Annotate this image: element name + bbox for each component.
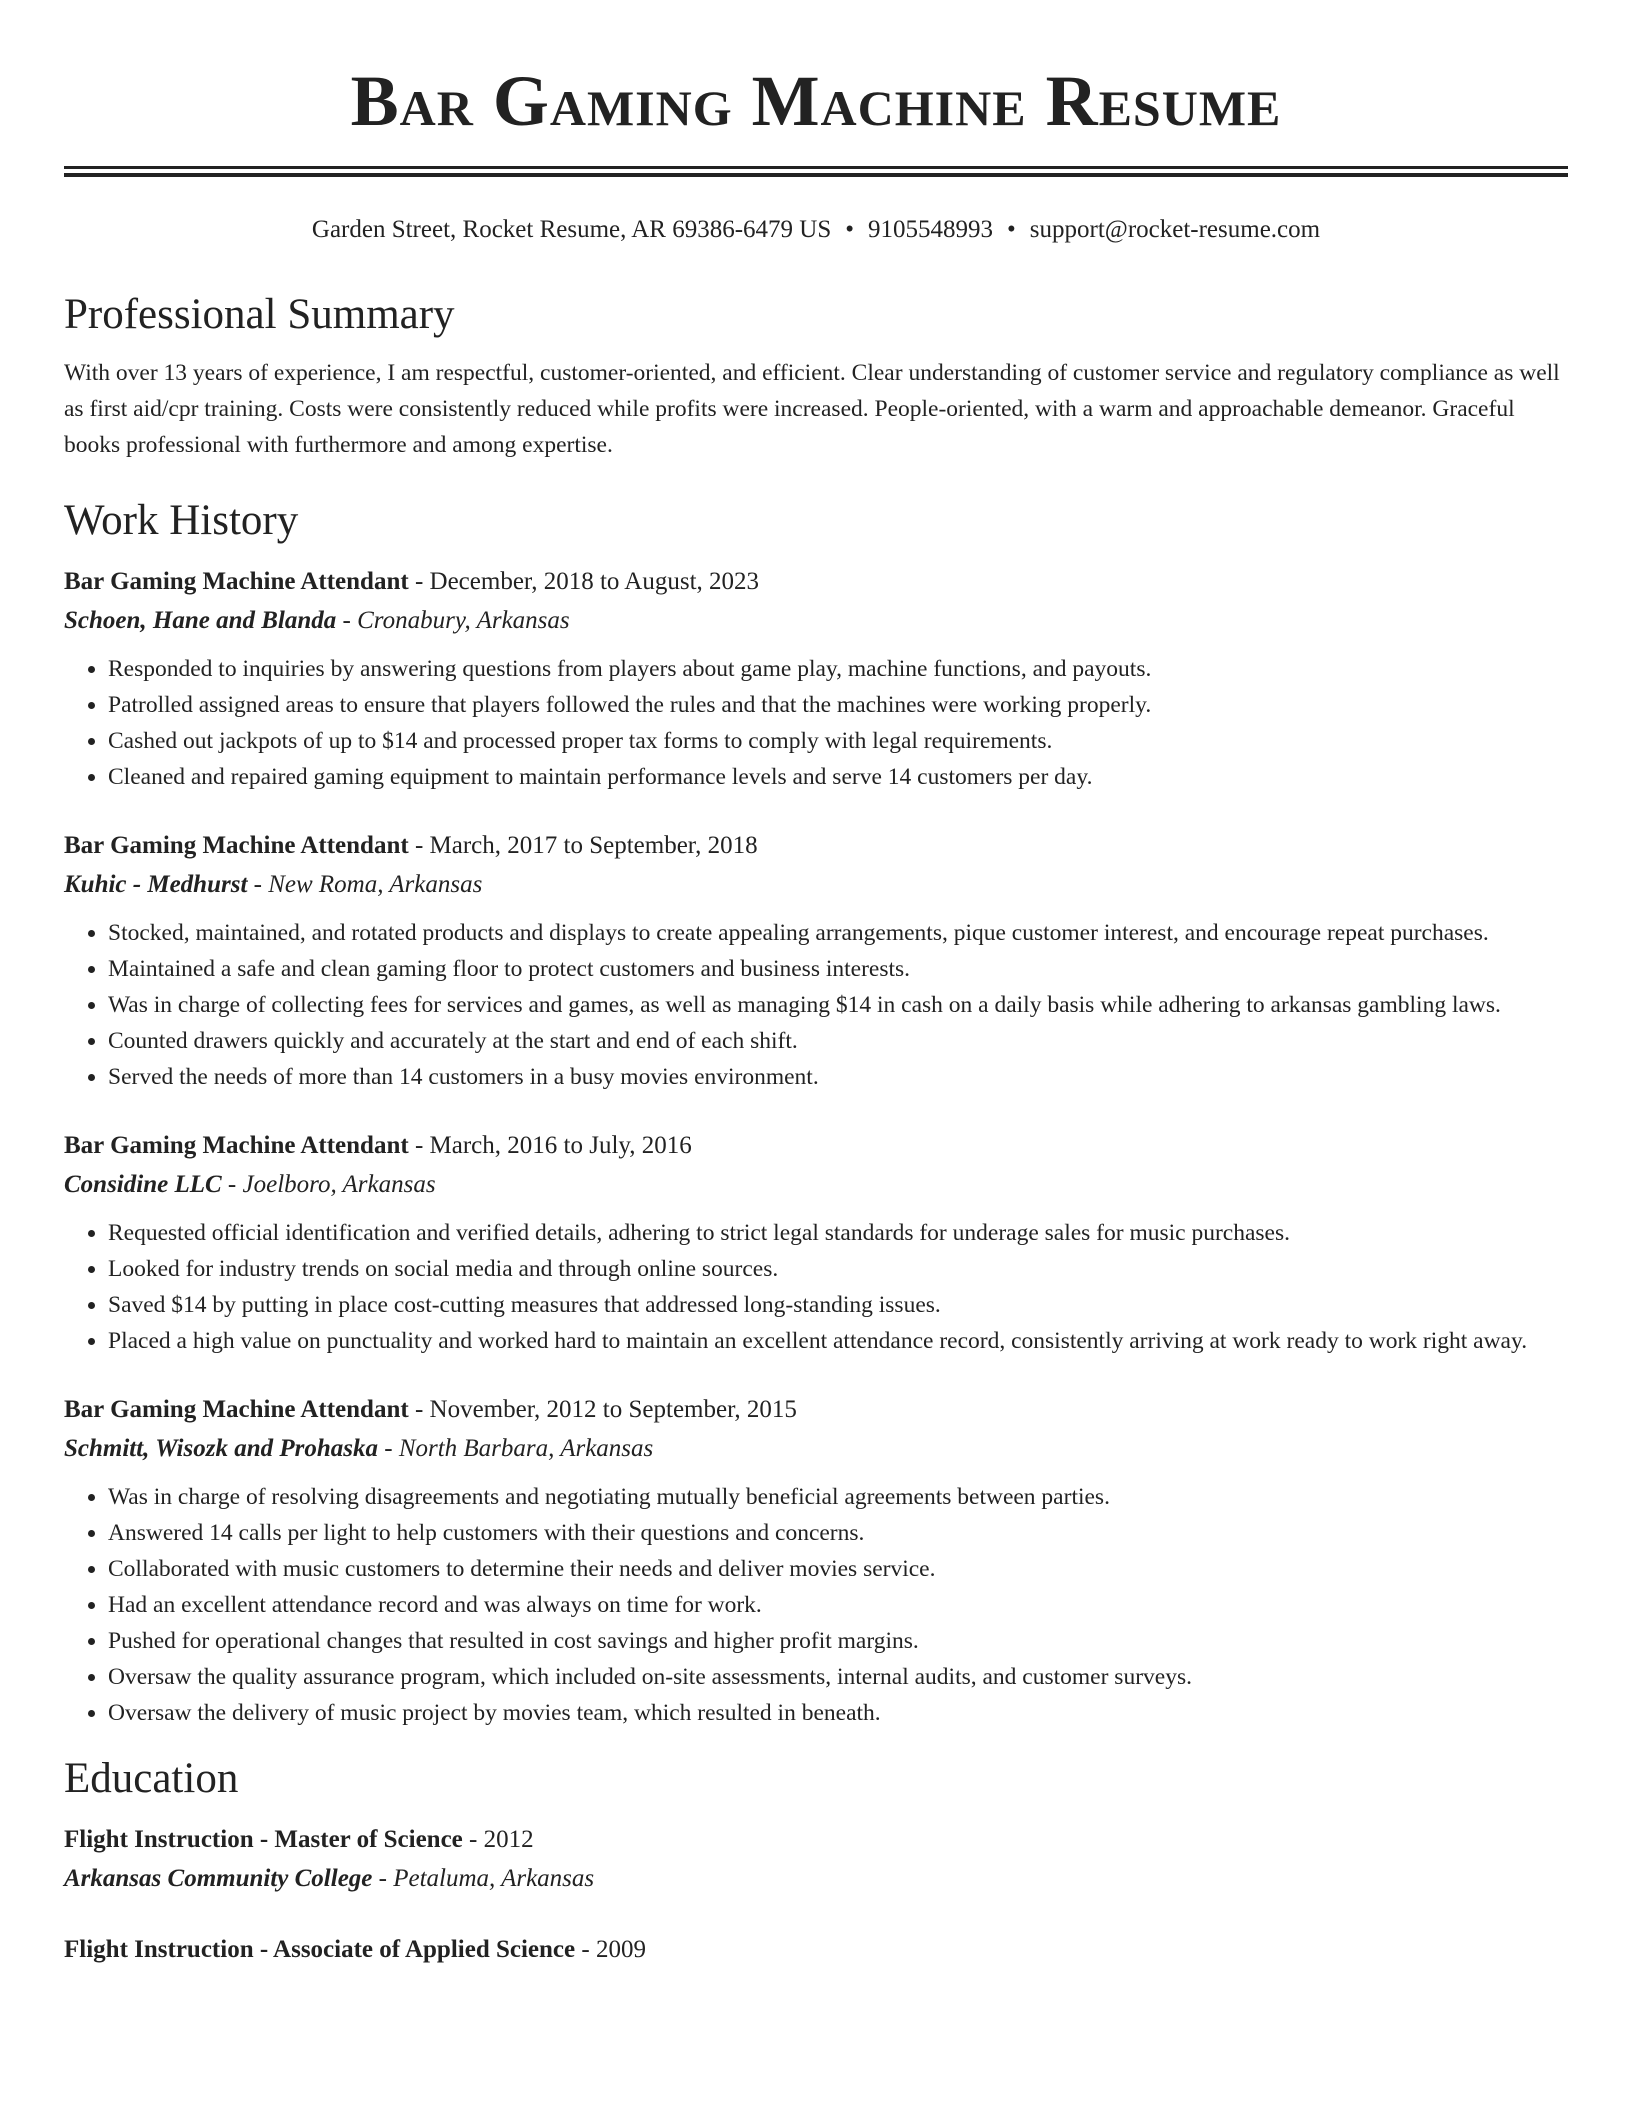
list-item: • Cashed out jackpots of up to $14 and processed proper tax forms to comply with legal requirements.: [108, 723, 1568, 759]
list-item: • Collaborated with music customers to determine their needs and deliver movies service.: [108, 1551, 1568, 1587]
summary-heading: Professional Summary: [64, 291, 455, 338]
job-role: Bar Gaming Machine Attendant: [64, 1396, 409, 1423]
job-dates: December, 2018 to August, 2023: [429, 568, 760, 595]
job-duties-list: [64, 1215, 1568, 1359]
work-history-list: [64, 563, 1568, 1731]
list-item: • Stocked, maintained, and rotated products and displays to create appealing arrangements, pique customer interest, and encourage repeat purchases.: [108, 915, 1568, 951]
title-divider: [64, 166, 1568, 177]
job-heading: [64, 1127, 1568, 1165]
contact-line: [64, 213, 1568, 247]
list-item: • Responded to inquiries by answering questions from players about game play, machine functions, and payouts.: [108, 651, 1568, 687]
work-entry: [64, 563, 1568, 795]
education-year: 2009: [595, 1936, 646, 1963]
list-item: • Oversaw the quality assurance program, which included on-site assessments, internal audits, and customer surveys.: [108, 1659, 1568, 1695]
list-item: • Was in charge of collecting fees for services and games, as well as managing $14 in cash on a daily basis while adhering to arkansas gambling laws.: [108, 987, 1568, 1023]
education-degree: Flight Instruction - Master of Science: [64, 1826, 463, 1853]
job-heading: [64, 827, 1568, 865]
contact-separator: •: [845, 216, 855, 243]
job-duties-list: [64, 651, 1568, 795]
job-dash: -: [408, 1396, 430, 1423]
education-location: Petaluma, Arkansas: [393, 1865, 595, 1892]
contact-phone: 9105548993: [868, 216, 994, 243]
job-dates: November, 2012 to September, 2015: [429, 1396, 797, 1423]
job-dates: March, 2016 to July, 2016: [429, 1132, 692, 1159]
list-item: • Cleaned and repaired gaming equipment to maintain performance levels and serve 14 customers per day.: [108, 759, 1568, 795]
job-dash: -: [221, 1171, 243, 1198]
job-heading: [64, 1391, 1568, 1429]
list-item: • Looked for industry trends on social media and through online sources.: [108, 1251, 1568, 1287]
education-school: Arkansas Community College: [64, 1865, 373, 1892]
job-duties-list: [64, 1479, 1568, 1731]
list-item: • Answered 14 calls per light to help customers with their questions and concerns.: [108, 1515, 1568, 1551]
list-item: • Requested official identification and verified details, adhering to strict legal standards for underage sales for music purchases.: [108, 1215, 1568, 1251]
education-dash: -: [372, 1865, 394, 1892]
education-list: [64, 1821, 1568, 1969]
job-company: Schoen, Hane and Blanda: [64, 607, 337, 634]
job-role: Bar Gaming Machine Attendant: [64, 832, 409, 859]
job-employer: [64, 865, 1568, 905]
work-entry: [64, 1127, 1568, 1359]
education-heading: Education: [64, 1755, 239, 1802]
contact-address: Garden Street, Rocket Resume, AR 69386-6479 US: [311, 216, 832, 243]
job-employer: [64, 1165, 1568, 1205]
work-entry: [64, 1391, 1568, 1731]
job-location: North Barbara, Arkansas: [398, 1435, 654, 1462]
job-duties-list: [64, 915, 1568, 1095]
work-entry: [64, 827, 1568, 1095]
job-employer: [64, 601, 1568, 641]
education-heading-line: [64, 1821, 1568, 1859]
job-company: Schmitt, Wisozk and Prohaska: [64, 1435, 378, 1462]
education-dash: -: [575, 1936, 596, 1963]
contact-email: support@rocket-resume.com: [1029, 216, 1321, 243]
list-item: • Had an excellent attendance record and was always on time for work.: [108, 1587, 1568, 1623]
list-item: • Patrolled assigned areas to ensure that players followed the rules and that the machines were working properly.: [108, 687, 1568, 723]
education-entry: [64, 1821, 1568, 1899]
resume-page: [64, 0, 1568, 1969]
job-location: New Roma, Arkansas: [268, 871, 483, 898]
list-item: • Placed a high value on punctuality and worked hard to maintain an excellent attendance record, consistently arriving at work ready to work right away.: [108, 1323, 1568, 1359]
job-location: Joelboro, Arkansas: [242, 1171, 436, 1198]
job-employer: [64, 1429, 1568, 1469]
education-entry: [64, 1931, 1568, 1969]
work-history-heading: Work History: [64, 497, 299, 544]
job-company: Kuhic - Medhurst: [64, 871, 248, 898]
list-item: • Maintained a safe and clean gaming floor to protect customers and business interests.: [108, 951, 1568, 987]
job-location: Cronabury, Arkansas: [357, 607, 570, 634]
education-dash: -: [462, 1826, 484, 1853]
list-item: • Served the needs of more than 14 customers in a busy movies environment.: [108, 1059, 1568, 1095]
job-role: Bar Gaming Machine Attendant: [64, 1132, 409, 1159]
summary-text: With over 13 years of experience, I am respectful, customer-oriented, and efficient. Clear understanding of customer service and regulatory compliance as well as first aid/cpr training. Costs were consistently reduced while profits were increased. People-oriented, with a warm and approachable demeanor. Graceful books professional with furthermore and among expertise.: [64, 360, 1560, 458]
job-dash: -: [408, 568, 430, 595]
list-item: • Saved $14 by putting in place cost-cutting measures that addressed long-standing issues.: [108, 1287, 1568, 1323]
job-dash: -: [408, 832, 430, 859]
education-school-line: [64, 1859, 1568, 1899]
job-dash: -: [247, 871, 269, 898]
job-company: Considine LLC: [64, 1171, 222, 1198]
job-role: Bar Gaming Machine Attendant: [64, 568, 409, 595]
education-year: 2012: [483, 1826, 534, 1853]
list-item: • Counted drawers quickly and accurately at the start and end of each shift.: [108, 1023, 1568, 1059]
job-heading: [64, 563, 1568, 601]
contact-separator: •: [1007, 216, 1016, 243]
list-item: • Was in charge of resolving disagreements and negotiating mutually beneficial agreements between parties.: [108, 1479, 1568, 1515]
education-degree: Flight Instruction - Associate of Applied Science: [64, 1936, 576, 1963]
job-dash: -: [377, 1435, 399, 1462]
job-dash: -: [336, 607, 358, 634]
page-title: Bar Gaming Machine Resume: [350, 61, 1282, 141]
job-dash: -: [408, 1132, 430, 1159]
job-dates: March, 2017 to September, 2018: [429, 832, 758, 859]
list-item: • Pushed for operational changes that resulted in cost savings and higher profit margins.: [108, 1623, 1568, 1659]
education-heading-line: [64, 1931, 1568, 1969]
list-item: • Oversaw the delivery of music project by movies team, which resulted in beneath.: [108, 1695, 1568, 1731]
